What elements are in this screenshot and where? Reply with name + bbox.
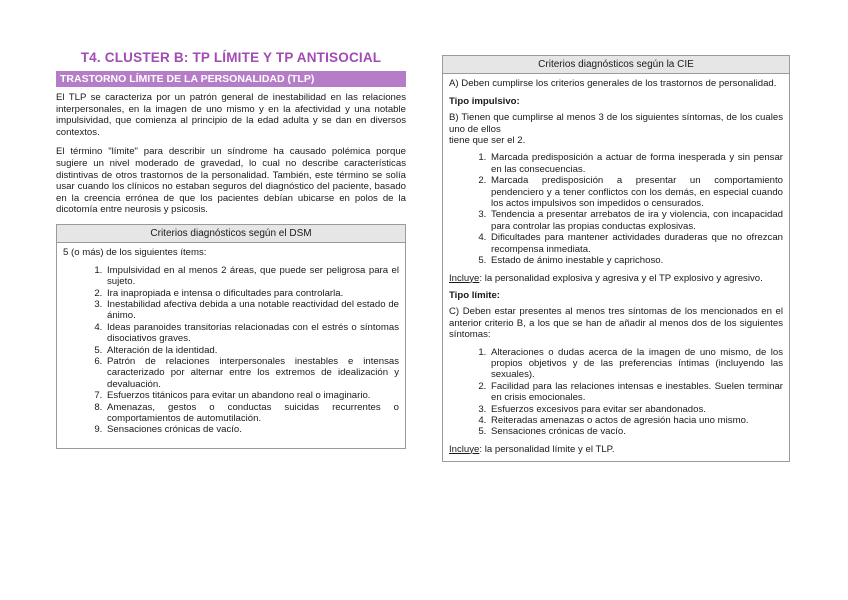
dsm-intro: 5 (o más) de los siguientes ítems: [63, 247, 207, 259]
list-item: 3. Inestabilidad afectiva debida a una notable reactividad del estado de ánimo. [105, 299, 399, 322]
cie-criterion-b-line1: B) Tienen que cumplirse al menos 3 de los siguientes síntomas, de los cuales uno de ellos [449, 112, 783, 135]
list-item: 4. Dificultades para mantener actividades duraderas que no ofrezcan recompensa inmediata. [489, 232, 783, 255]
incluye-label: Incluye [449, 272, 480, 284]
incluye-label: Incluye [449, 443, 480, 455]
cie-box-body [443, 74, 789, 461]
list-item: 3. Esfuerzos excesivos para evitar ser abandonados. [489, 404, 783, 415]
cie-criterion-a: A) Deben cumplirse los criterios generales de los trastornos de personalidad. [449, 78, 777, 90]
tipo-impulsivo-heading: Tipo impulsivo: [449, 95, 520, 107]
list-item: 1. Alteraciones o dudas acerca de la imagen de uno mismo, de los propios objetivos y de las preferencias íntimas (incluyendo las sexuales). [489, 347, 783, 381]
right-column [442, 55, 790, 462]
list-item: 4. Reiteradas amenazas o actos de agresión hacia uno mismo. [489, 415, 783, 426]
list-item: 5. Estado de ánimo inestable y caprichoso. [489, 255, 783, 266]
dsm-box-header: Criterios diagnósticos según el DSM [57, 225, 405, 243]
list-item: 7. Esfuerzos titánicos para evitar un abandono real o imaginario. [105, 390, 399, 401]
cie-criterion-b [449, 112, 783, 146]
dsm-criteria-list [63, 265, 399, 436]
list-item: 5. Alteración de la identidad. [105, 345, 399, 356]
list-item: 6. Patrón de relaciones interpersonales inestables e intensas caracterizado por alternar entre los extremos de idealización y devaluación. [105, 356, 399, 390]
paragraph-limite-term: El término "límite" para describir un síndrome ha causado polémica porque sugiere un nivel moderado de gravedad, lo cual no describe características distintivas de otros trastornos de la personalidad. También, este término se solía usar cuando los clínicos no estaban seguros del diagnóstico del paciente, basado en la creencia errónea de que los pacientes debían ubicarse en polos de la dicotomía entre neurosis y psicosis. [56, 146, 406, 216]
dsm-criteria-box [56, 224, 406, 449]
list-item: 2. Ira inapropiada e intensa o dificultades para controlarla. [105, 288, 399, 299]
list-item: 2. Facilidad para las relaciones intensas e inestables. Suelen terminar en crisis emocionales. [489, 381, 783, 404]
list-item: 9. Sensaciones crónicas de vacío. [105, 424, 399, 435]
list-item: 1. Marcada predisposición a actuar de forma inesperada y sin pensar en las consecuencias. [489, 152, 783, 175]
list-item: 3. Tendencia a presentar arrebatos de ira y violencia, con incapacidad para controlar las propias conductas explosivas. [489, 209, 783, 232]
dsm-box-body [57, 243, 405, 448]
section-banner-tlp: TRASTORNO LÍMITE DE LA PERSONALIDAD (TLP) [56, 71, 406, 87]
cie-criterion-c: C) Deben estar presentes al menos tres síntomas de los mencionados en el anterior criterio B, a los que se han de añadir al menos dos de los siguientes síntomas: [449, 306, 783, 341]
cie-criteria-box [442, 55, 790, 462]
page-title: T4. CLUSTER B: TP LÍMITE Y TP ANTISOCIAL [80, 50, 382, 65]
list-item: 4. Ideas paranoides transitorias relacionadas con el estrés o síntomas disociativos graves. [105, 322, 399, 345]
list-item: 5. Sensaciones crónicas de vacío. [489, 426, 783, 437]
cie-c-list [449, 347, 783, 438]
cie-b-list [449, 152, 783, 266]
list-item: 2. Marcada predisposición a presentar un comportamiento pendenciero y a tener conflictos con los demás, en especial cuando los actos impulsivos son impedidos o censurados. [489, 175, 783, 209]
list-item: 8. Amenazas, gestos o conductas suicidas recurrentes o comportamientos de automutilación. [105, 402, 399, 425]
tipo-limite-heading: Tipo límite: [449, 289, 500, 301]
paragraph-intro: El TLP se caracteriza por un patrón general de inestabilidad en las relaciones interpersonales, en la imagen de uno mismo y en la afectividad y una notable impulsividad, que comienza al principio de la edad adulta y se dan en diversos contextos. [56, 92, 406, 138]
incluye-limite [449, 444, 783, 455]
left-column [56, 50, 406, 449]
incluye-impulsivo [449, 273, 783, 284]
cie-box-header: Criterios diagnósticos según la CIE [443, 56, 789, 74]
cie-criterion-b-line2: tiene que ser el 2. [449, 135, 526, 147]
incluye-limite-text: : la personalidad límite y el TLP. [479, 443, 615, 455]
list-item: 1. Impulsividad en al menos 2 áreas, que puede ser peligrosa para el sujeto. [105, 265, 399, 288]
incluye-impulsivo-text: : la personalidad explosiva y agresiva y el TP explosivo y agresivo. [479, 272, 763, 284]
